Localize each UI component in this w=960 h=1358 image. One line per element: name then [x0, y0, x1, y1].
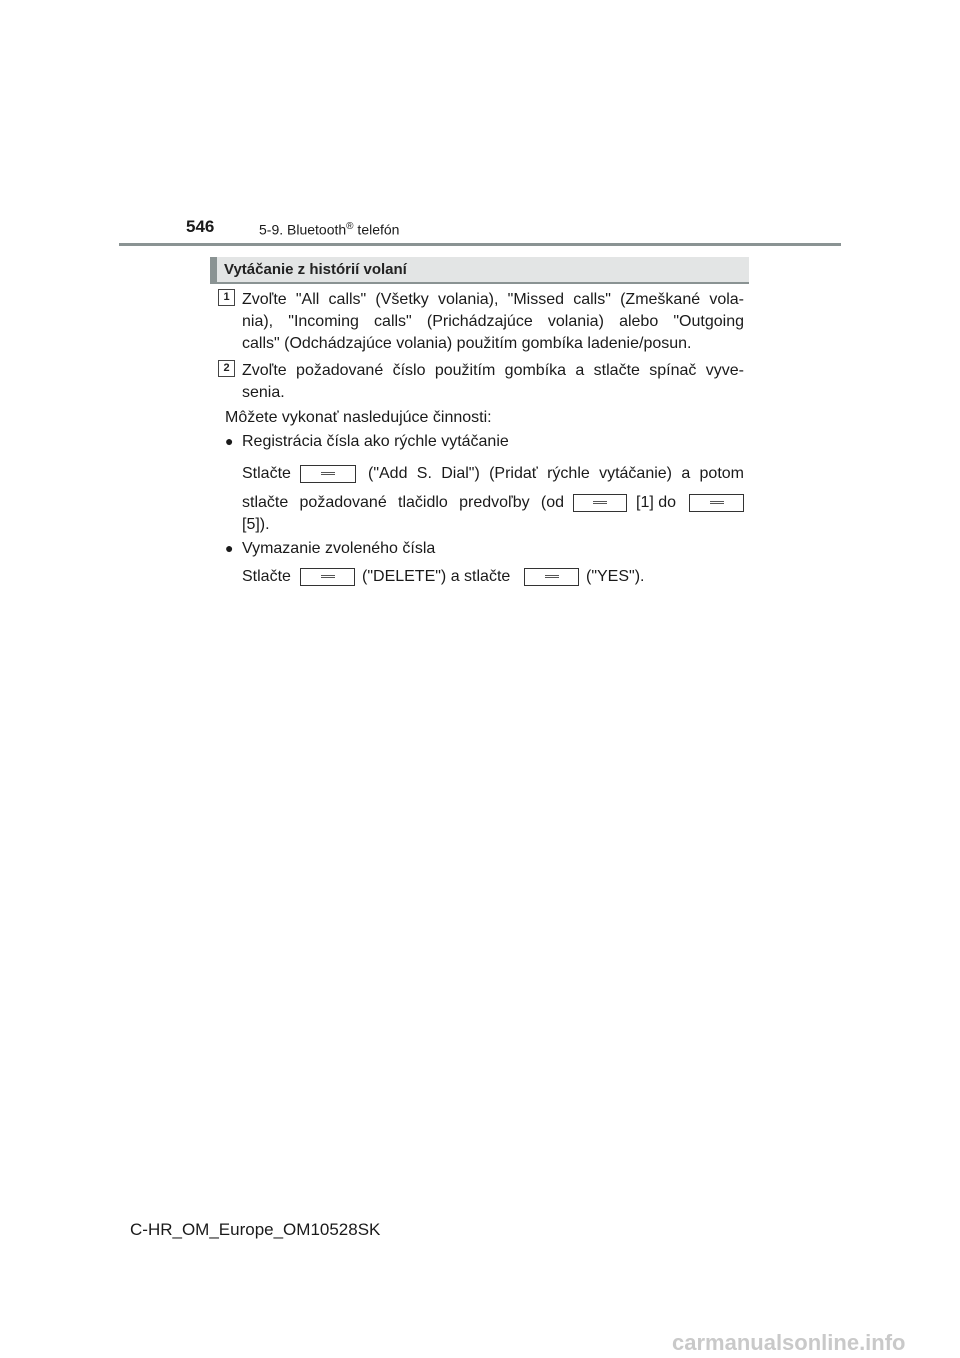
step-2-line-2: senia.: [242, 384, 285, 401]
bullet-1-symbol: ●: [225, 433, 234, 449]
section-title-suffix: telefón: [353, 221, 400, 238]
add-speed-dial-screen-button: [300, 465, 356, 483]
preset-button-5-screen-button: [689, 494, 744, 512]
document-code-footer: C-HR_OM_Europe_OM10528SK: [130, 1220, 381, 1239]
registered-mark: ®: [346, 221, 354, 232]
step-1-line-1: Zvoľte "All calls" (Všetky volania), "Missed calls" (Zmeškané vola-: [242, 291, 744, 308]
step-badge-2: 2: [218, 360, 235, 377]
intro-text: Môžete vykonať nasledujúce činnosti:: [225, 409, 492, 426]
bullet-1-line-3: [5]).: [242, 516, 270, 533]
delete-screen-button: [300, 568, 355, 586]
bullet-1-title: Registrácia čísla ako rýchle vytáčanie: [242, 433, 509, 450]
section-heading: Vytáčanie z histórií volaní: [224, 261, 407, 278]
bullet-1-line-2-b: [1] do: [636, 494, 677, 511]
bullet-2-line-1-a: Stlačte: [242, 568, 291, 585]
page-number: 546: [186, 217, 215, 236]
bullet-2-line-1-c: ("YES").: [586, 568, 645, 585]
step-1-line-2: nia), "Incoming calls" (Prichádzajúce volania) alebo "Outgoing: [242, 313, 744, 330]
step-badge-1: 1: [218, 289, 235, 306]
bullet-1-line-2-a: stlačte požadované tlačidlo predvoľby (od: [242, 494, 564, 511]
preset-button-1-screen-button: [573, 494, 627, 512]
bullet-1-line-1-a: Stlačte: [242, 465, 291, 482]
bullet-2-symbol: ●: [225, 540, 234, 556]
watermark: carmanualsonline.info: [672, 1330, 906, 1355]
bullet-2-title: Vymazanie zvoleného čísla: [242, 540, 436, 557]
heading-accent: [210, 257, 217, 282]
section-title-text: 5-9. Bluetooth: [259, 221, 347, 238]
yes-screen-button: [524, 568, 579, 586]
step-1-line-3: calls" (Odchádzajúce volania) použitím gombíka ladenie/posun.: [242, 335, 692, 352]
header-rule: [119, 243, 841, 246]
section-heading-bar: [210, 257, 749, 284]
section-title: [259, 221, 399, 238]
bullet-2-line-1-b: ("DELETE") a stlačte: [362, 568, 511, 585]
bullet-1-line-1-b: ("Add S. Dial") (Pridať rýchle vytáčanie) a potom: [368, 465, 744, 482]
step-2-line-1: Zvoľte požadované číslo použitím gombíka a stlačte spínač vyve-: [242, 362, 744, 379]
